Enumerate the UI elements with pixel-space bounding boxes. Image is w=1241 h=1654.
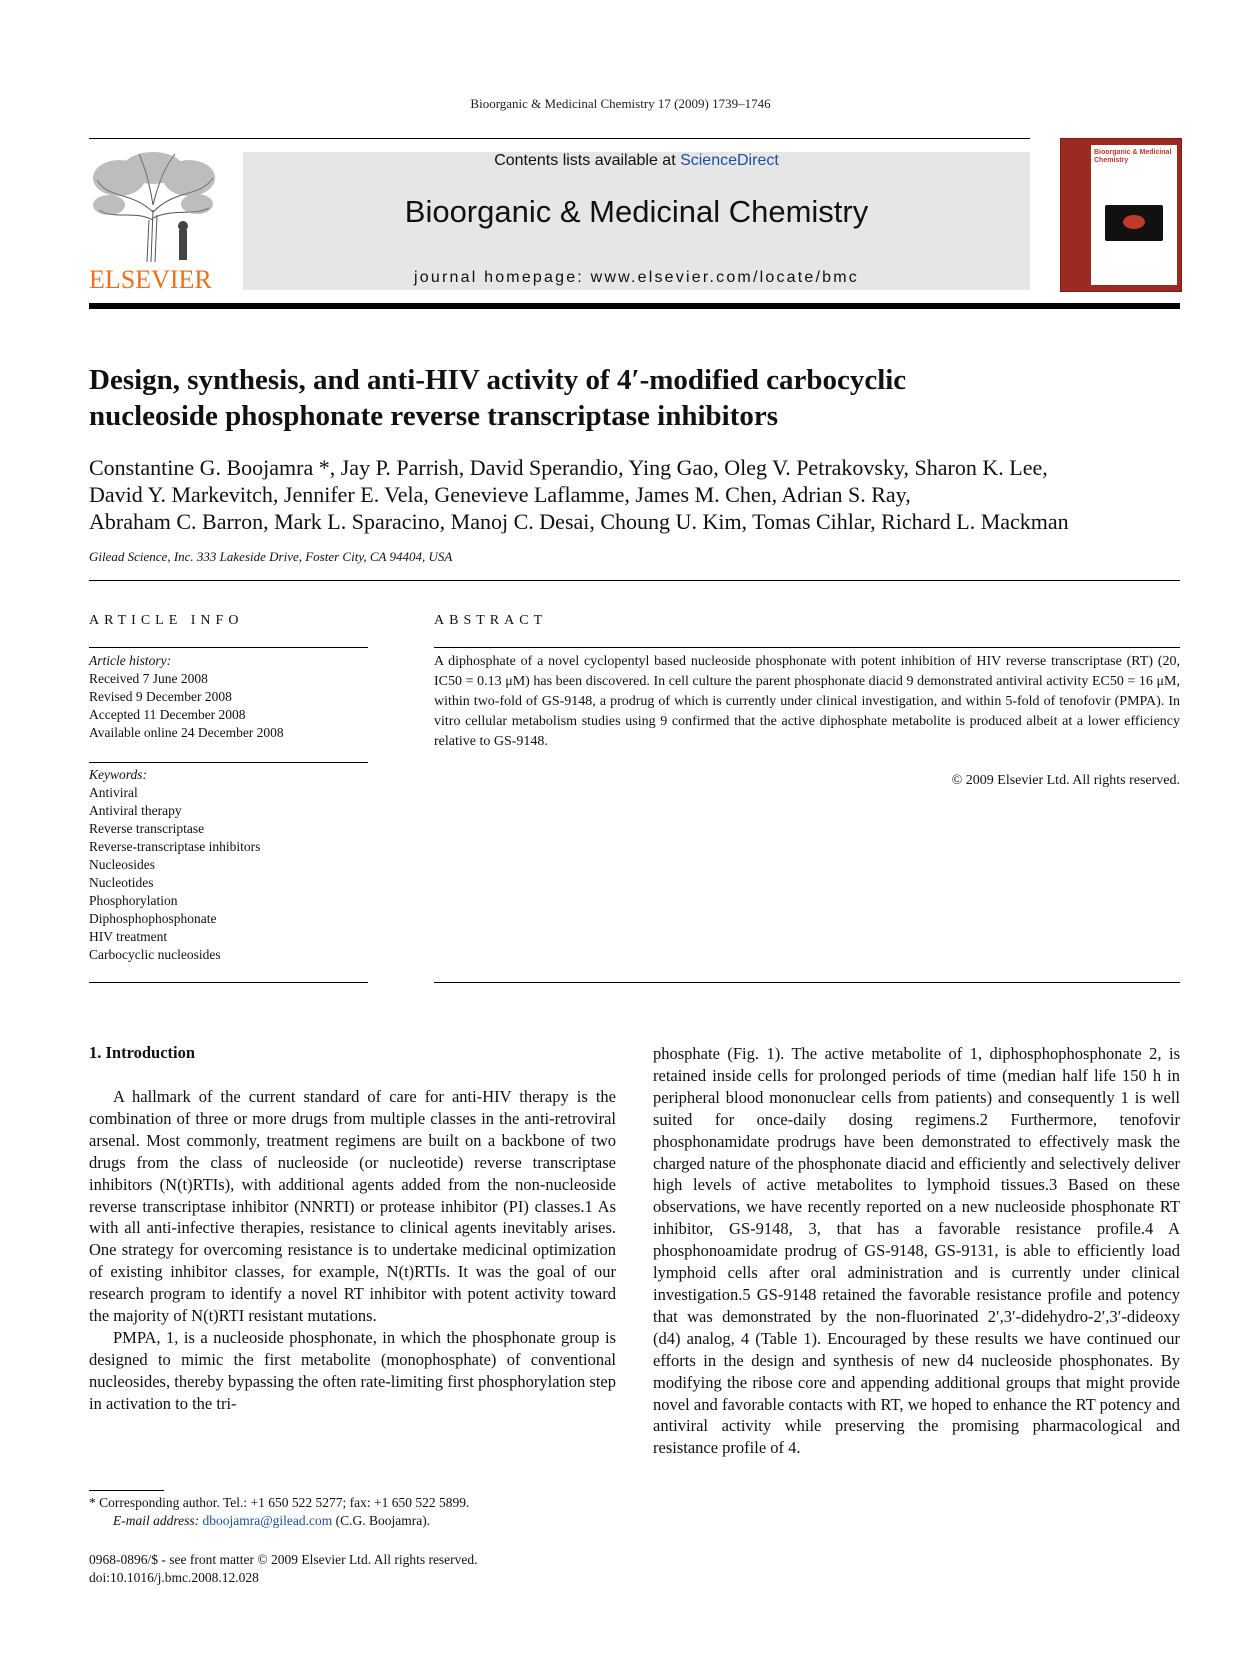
journal-homepage[interactable]: journal homepage: www.elsevier.com/locate/bmc — [414, 269, 859, 286]
article-history — [89, 652, 368, 742]
issn-line: 0968-0896/$ - see front matter © 2009 Elsevier Ltd. All rights reserved. — [89, 1552, 478, 1567]
title-line-2: nucleoside phosphonate reverse transcriptase inhibitors — [89, 400, 779, 432]
rule — [89, 580, 1180, 581]
elsevier-wordmark: ELSEVIER — [89, 265, 212, 294]
authors-line-2: David Y. Markevitch, Jennifer E. Vela, Genevieve Laflamme, James M. Chen, Adrian S. Ray, — [89, 482, 911, 507]
keyword: Phosphorylation — [89, 893, 178, 908]
email-suffix: (C.G. Boojamra). — [332, 1513, 431, 1528]
header-rule — [89, 303, 1180, 309]
title-line-1: Design, synthesis, and anti-HIV activity of 4′-modified carbocyclic — [89, 364, 907, 396]
history-item: Revised 9 December 2008 — [89, 689, 232, 704]
affiliation: Gilead Science, Inc. 333 Lakeside Drive, Foster City, CA 94404, USA — [89, 549, 453, 564]
article-info-heading: ARTICLE INFO — [89, 613, 244, 628]
contents-available — [243, 152, 1030, 170]
body-column-right — [653, 1043, 1180, 1459]
keyword: HIV treatment — [89, 929, 168, 944]
rule — [89, 762, 368, 763]
keywords — [89, 766, 368, 964]
section-heading: 1. Introduction — [89, 1043, 196, 1062]
footnote-rule — [89, 1490, 164, 1491]
paragraph: A hallmark of the current standard of care for anti-HIV therapy is the combination of three or more drugs from multiple classes in the anti-retroviral arsenal. Most commonly, treatment regimens are built on a backbone of two drugs from the class of nucleoside (or nucleotide) reverse transcriptase inhibitors (N(t)RTIs), with additional agents added from the non-nucleoside reverse transcriptase inhibitor (NNRTI) or protease inhibitor (PI) classes.1 As with all anti-infective therapies, resistance to clinical agents inevitably arises. One strategy for overcoming resistance is to undertake medicinal optimization of existing inhibitor classes, for example, N(t)RTIs. It was the goal of our research program to identify a novel RT inhibitor with potent activity toward the majority of N(t)RTI resistant mutations. — [89, 1087, 616, 1326]
authors-line-1: Constantine G. Boojamra *, Jay P. Parrish, David Sperandio, Ying Gao, Oleg V. Petrakovsky, Sharon K. Lee, — [89, 455, 1048, 480]
elsevier-logo — [89, 150, 219, 295]
email-link[interactable]: dboojamra@gilead.com — [202, 1513, 333, 1528]
abstract-copyright: © 2009 Elsevier Ltd. All rights reserved. — [951, 773, 1180, 788]
paragraph: PMPA, 1, is a nucleoside phosphonate, in which the phosphonate group is designed to mimic the first metabolite (monophosphate) of conventional nucleosides, thereby bypassing the often rate-limiting first phosphorylation step in activation to the tri- — [89, 1327, 616, 1413]
rule — [434, 647, 1180, 648]
top-rule — [89, 138, 1030, 139]
doi-line: doi:10.1016/j.bmc.2008.12.028 — [89, 1570, 259, 1585]
authors-line-3: Abraham C. Barron, Mark L. Sparacino, Manoj C. Desai, Choung U. Kim, Tomas Cihlar, Richard L. Mackman — [89, 509, 1069, 534]
paragraph: phosphate (Fig. 1). The active metabolite of 1, diphosphophosphonate 2, is retained inside cells for prolonged periods of time (median half life 150 h in peripheral blood mononuclear cells from patients) and consequently 1 is well suited for once-daily dosing regimens.2 Furthermore, tenofovir phosphonamidate prodrugs have been demonstrated to effectively mask the charged nature of the phosphonate diacid and efficiently and selectively deliver high levels of active metabolites to lymphoid tissues.3 Based on these observations, we have recently reported on a new nucleoside phosphonate RT inhibitor, GS-9148, 3, that has a favorable resistance profile.4 A phosphonoamidate prodrug of GS-9148, GS-9131, is able to efficiently load lymphoid cells after oral administration and is currently under clinical investigation.5 GS-9148 retained the favorable resistance profile and potency that was demonstrated by the non-fluorinated 2′,3′-didehydro-2′,3′-dideoxy (d4) analog, 4 (Table 1). Encouraged by these results we have continued our efforts in the design and synthesis of new d4 nucleoside phosphonates. By modifying the ribose core and appending additional groups that might provide novel and favorable contacts with RT, we hoped to enhance the RT potency and antiviral activity while preserving the promising pharmacological and resistance profile of 4. — [653, 1044, 1180, 1458]
cover-title: Bioorganic & Medicinal Chemistry — [1094, 149, 1172, 164]
rule — [89, 982, 368, 983]
email-label: E-mail address: — [113, 1513, 203, 1528]
keyword: Reverse transcriptase — [89, 821, 205, 836]
rule — [89, 647, 368, 648]
journal-reference: Bioorganic & Medicinal Chemistry 17 (2009) 1739–1746 — [470, 96, 771, 111]
keywords-label: Keywords: — [89, 767, 147, 782]
history-label: Article history: — [89, 653, 172, 668]
cover-image — [1105, 205, 1163, 241]
abstract-heading: ABSTRACT — [434, 613, 548, 628]
tree-icon — [89, 150, 219, 262]
history-item: Accepted 11 December 2008 — [89, 707, 246, 722]
journal-cover-thumbnail — [1060, 138, 1182, 292]
keyword: Nucleosides — [89, 857, 155, 872]
contents-prefix: Contents lists available at — [494, 152, 681, 169]
keyword: Diphosphophosphonate — [89, 911, 217, 926]
author-list — [89, 454, 1189, 535]
history-item: Received 7 June 2008 — [89, 671, 208, 686]
corresponding-author: * Corresponding author. Tel.: +1 650 522 5277; fax: +1 650 522 5899. — [89, 1495, 470, 1510]
abstract-text: A diphosphate of a novel cyclopentyl based nucleoside phosphonate with potent inhibition of HIV reverse transcriptase (RT) (20, IC50 = 0.13 μM) has been discovered. In cell culture the parent phosphonate diacid 9 demonstrated antiviral activity EC50 = 16 μM, within two-fold of GS-9148, a prodrug of which is currently under clinical investigation, and within 5-fold of tenofovir (PMPA). In vitro cellular metabolism studies using 9 confirmed that the active diphosphate metabolite is produced albeit at a lower efficiency relative to GS-9148. — [434, 654, 1180, 749]
footnote — [89, 1494, 649, 1530]
journal-title: Bioorganic & Medicinal Chemistry — [404, 194, 869, 229]
cover-page — [1091, 145, 1177, 285]
keyword: Nucleotides — [89, 875, 154, 890]
history-item: Available online 24 December 2008 — [89, 725, 284, 740]
article-title — [89, 362, 1180, 434]
keyword: Antiviral therapy — [89, 803, 182, 818]
bottom-meta — [89, 1551, 478, 1587]
journal-banner — [243, 152, 1030, 290]
keyword: Antiviral — [89, 785, 138, 800]
rule — [434, 982, 1180, 983]
sciencedirect-link[interactable]: ScienceDirect — [680, 152, 779, 169]
keyword: Carbocyclic nucleosides — [89, 947, 221, 962]
keyword: Reverse-transcriptase inhibitors — [89, 839, 261, 854]
body-column-left — [89, 1086, 616, 1415]
